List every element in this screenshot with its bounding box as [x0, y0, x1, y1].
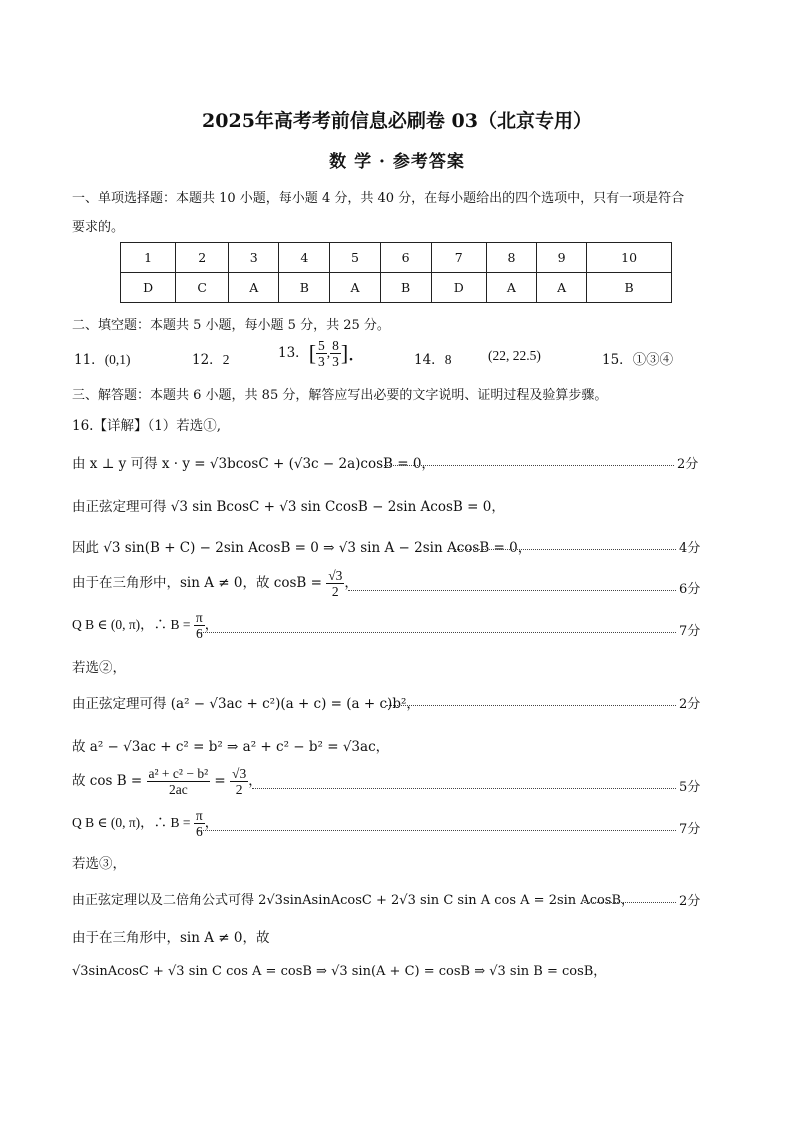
frac-denominator: 2ac [168, 782, 188, 797]
solution-line: 由 x ⊥ y 可得 x · y = √3bcosC + (√3c − 2a)cosB = 0， [72, 456, 435, 472]
fill-answer-13 [278, 338, 354, 369]
frac-numerator: 8 [332, 338, 339, 353]
page-title: 2025年高考考前信息必刷卷 03（北京专用） [202, 110, 592, 132]
q16-heading: 16.【详解】（1）若选①, [72, 418, 222, 434]
fill-fraction [316, 338, 327, 369]
answer-cell: B [587, 273, 672, 303]
fill-value: 8 [444, 352, 452, 367]
line-eq: = [210, 773, 231, 789]
fill-value: (0,1) [104, 352, 131, 367]
answer-table-row-answers [121, 273, 672, 303]
q-number-cell: 6 [380, 243, 431, 273]
answer-table-row-numbers [121, 243, 672, 273]
line-tail: ， [344, 575, 358, 591]
q-number-cell: 2 [176, 243, 229, 273]
fill-label: 14． [414, 352, 445, 368]
answer-cell: D [121, 273, 176, 303]
frac-denominator: 3 [332, 354, 339, 369]
solution-line: 由正弦定理可得 √3 sin BcosC + √3 sin CcosB − 2sin AcosB = 0， [72, 499, 505, 515]
fill-value: ①③④ [632, 352, 674, 368]
q-number-cell: 8 [486, 243, 536, 273]
line-tail: ， [248, 773, 262, 789]
section1-heading-cont: 要求的。 [72, 220, 125, 235]
answer-table [120, 242, 672, 303]
fill-fraction [330, 338, 341, 369]
score-mark: 2分 [679, 894, 701, 909]
answer-cell: A [330, 273, 380, 303]
score-mark: 4分 [679, 541, 701, 556]
dotted-leader [252, 788, 676, 789]
score-mark: 7分 [679, 822, 701, 837]
frac-numerator: π [195, 808, 203, 823]
page-subtitle: 数 学 · 参考答案 [329, 152, 465, 172]
fill-bracket-close: ]. [340, 340, 354, 366]
score-mark: 7分 [679, 624, 701, 639]
q-number-cell: 3 [229, 243, 279, 273]
option-heading: 若选②， [72, 660, 126, 676]
answer-cell: C [176, 273, 229, 303]
fraction [326, 568, 344, 599]
q-number-cell: 7 [431, 243, 486, 273]
fraction [230, 766, 248, 797]
dotted-leader [454, 549, 676, 550]
answer-cell: A [229, 273, 279, 303]
frac-numerator: 5 [318, 338, 325, 353]
fill-answer-12 [192, 348, 229, 368]
dotted-leader [384, 465, 674, 466]
line-tail: ， [204, 815, 219, 831]
answer-cell: A [537, 273, 587, 303]
frac-denominator: 2 [235, 782, 243, 797]
option-heading: 若选③， [72, 856, 126, 872]
solution-line: 因此 √3 sin(B + C) − 2sin AcosB = 0 ⇒ √3 sin A − 2sin AcosB = 0， [72, 540, 532, 556]
solution-line: 故 a² − √3ac + c² = b² ⇒ a² + c² − b² = √3ac， [72, 739, 390, 755]
score-mark: 5分 [679, 780, 701, 795]
fill-answer-11 [74, 348, 131, 368]
line-text: 故 cos B = [72, 773, 147, 789]
frac-denominator: 6 [195, 824, 203, 839]
solution-line [72, 610, 218, 641]
fraction [194, 610, 205, 641]
solution-line [72, 766, 262, 797]
frac-numerator: π [195, 610, 203, 625]
dotted-leader [584, 902, 676, 903]
frac-numerator: √3 [328, 568, 343, 583]
answer-cell: B [380, 273, 431, 303]
q-number-cell: 5 [330, 243, 380, 273]
answer-cell: B [279, 273, 330, 303]
fill-label: 11． [74, 352, 105, 368]
answer-cell: D [431, 273, 486, 303]
frac-denominator: 3 [318, 354, 325, 369]
fill-label: 15． [602, 352, 633, 368]
score-mark: 6分 [679, 582, 701, 597]
section3-heading: 三、解答题：本题共 6 小题，共 85 分，解答应写出必要的文字说明、证明过程及验算步骤。 [72, 388, 608, 403]
dotted-leader [348, 590, 676, 591]
section1-heading: 一、单项选择题：本题共 10 小题，每小题 4 分，共 40 分，在每小题给出的四个选项中，只有一项是符合 [72, 191, 685, 206]
answer-cell: A [486, 273, 536, 303]
frac-numerator: √3 [232, 766, 247, 781]
score-mark: 2分 [679, 697, 701, 712]
solution-line [72, 808, 218, 839]
solution-line: 由正弦定理以及二倍角公式可得 2√3sinAsinAcosC + 2√3 sin C sin A cos A = 2sin AcosB， [72, 893, 635, 908]
fill-answer-14-extra: (22, 22.5) [488, 348, 541, 363]
fill-label: 13． [278, 345, 309, 361]
section2-heading: 二、填空题：本题共 5 小题，每小题 5 分，共 25 分。 [72, 318, 390, 333]
line-tail: ， [204, 617, 219, 633]
line-text: Q B ∈ (0, π)，∴ B = [72, 617, 194, 632]
fill-bracket-open: [ [308, 340, 317, 366]
frac-numerator: a² + c² − b² [148, 766, 209, 781]
dotted-leader [198, 830, 676, 831]
q-number-cell: 1 [121, 243, 176, 273]
dotted-leader [386, 705, 676, 706]
q-number-cell: 9 [537, 243, 587, 273]
q-number-cell: 4 [279, 243, 330, 273]
q-number-cell: 10 [587, 243, 672, 273]
fraction [194, 808, 205, 839]
fraction [147, 766, 211, 797]
frac-denominator: 6 [195, 626, 203, 641]
fill-value: 2 [222, 352, 230, 367]
solution-line: √3sinAcosC + √3 sin C cos A = cosB ⇒ √3 sin(A + C) = cosB ⇒ √3 sin B = cosB， [72, 964, 607, 979]
line-text: 由于在三角形中，sin A ≠ 0，故 cosB = [72, 575, 327, 591]
line-text: Q B ∈ (0, π)，∴ B = [72, 815, 194, 830]
dotted-leader [198, 632, 676, 633]
score-mark: 2分 [677, 457, 699, 472]
fill-answer-14 [414, 348, 451, 368]
fill-label: 12． [192, 352, 223, 368]
solution-line: 由正弦定理可得 (a² − √3ac + c²)(a + c) = (a + c)b²， [72, 696, 420, 712]
solution-line: 由于在三角形中，sin A ≠ 0，故 [72, 930, 270, 946]
fill-sep: , [326, 345, 331, 360]
frac-denominator: 2 [331, 584, 339, 599]
fill-answer-15 [602, 348, 673, 368]
solution-line [72, 568, 358, 599]
